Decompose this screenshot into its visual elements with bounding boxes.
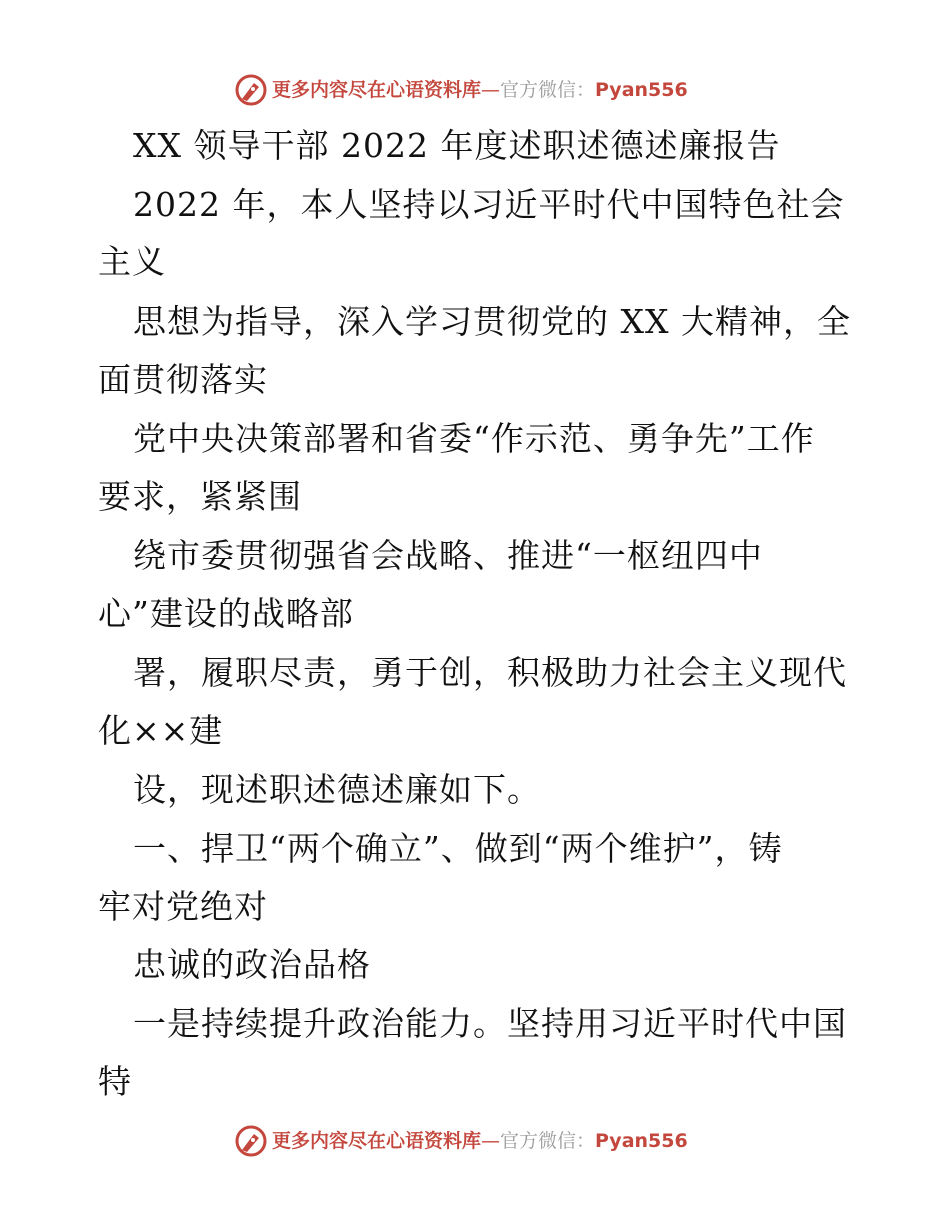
section-heading: 牢对党绝对 <box>98 887 268 926</box>
watermark-label: 官方微信： <box>500 1130 596 1152</box>
text-line: 思想为指导，深入学习贯彻党的 XX 大精神，全 <box>133 302 851 341</box>
pen-nib-logo-icon <box>234 1124 268 1158</box>
text-line: 心”建设的战略部 <box>98 594 354 633</box>
watermark-wechat-id: Pyan556 <box>595 1130 688 1152</box>
text-line: 要求，紧紧围 <box>98 477 302 516</box>
watermark-text <box>272 1121 688 1161</box>
footer-watermark <box>0 1121 950 1161</box>
text-line: 面贯彻落实 <box>98 360 268 399</box>
watermark-dash: — <box>481 1130 501 1152</box>
text-line: 一是持续提升政治能力。坚持用习近平时代中国 <box>133 1004 847 1043</box>
text-line: 主义 <box>98 242 166 281</box>
text-line: 署，履职尽责，勇于创，积极助力社会主义现代 <box>133 653 847 692</box>
text-line: 绕市委贯彻强省会战略、推进“一枢纽四中 <box>133 536 763 575</box>
watermark-text <box>272 70 688 110</box>
text-line: 设，现述职述德述廉如下。 <box>133 770 541 809</box>
watermark-label: 官方微信： <box>500 79 596 101</box>
document-title: XX 领导干部 2022 年度述职述德述廉报告 <box>133 126 781 165</box>
text-line: 党中央决策部署和省委“作示范、勇争先”工作 <box>133 419 815 458</box>
watermark-wechat-id: Pyan556 <box>595 79 688 101</box>
text-line: 2022 年，本人坚持以习近平时代中国特色社会 <box>133 185 845 224</box>
watermark-brand: 更多内容尽在心语资料库 <box>272 1130 482 1152</box>
header-watermark <box>0 70 950 110</box>
pen-nib-logo-icon <box>234 73 268 107</box>
watermark-dash: — <box>481 79 501 101</box>
text-line: 化××建 <box>98 711 224 750</box>
section-heading: 忠诚的政治品格 <box>133 945 371 984</box>
text-line: 特 <box>98 1062 132 1101</box>
watermark-brand: 更多内容尽在心语资料库 <box>272 79 482 101</box>
section-heading: 一、捍卫“两个确立”、做到“两个维护”，铸 <box>133 829 783 868</box>
